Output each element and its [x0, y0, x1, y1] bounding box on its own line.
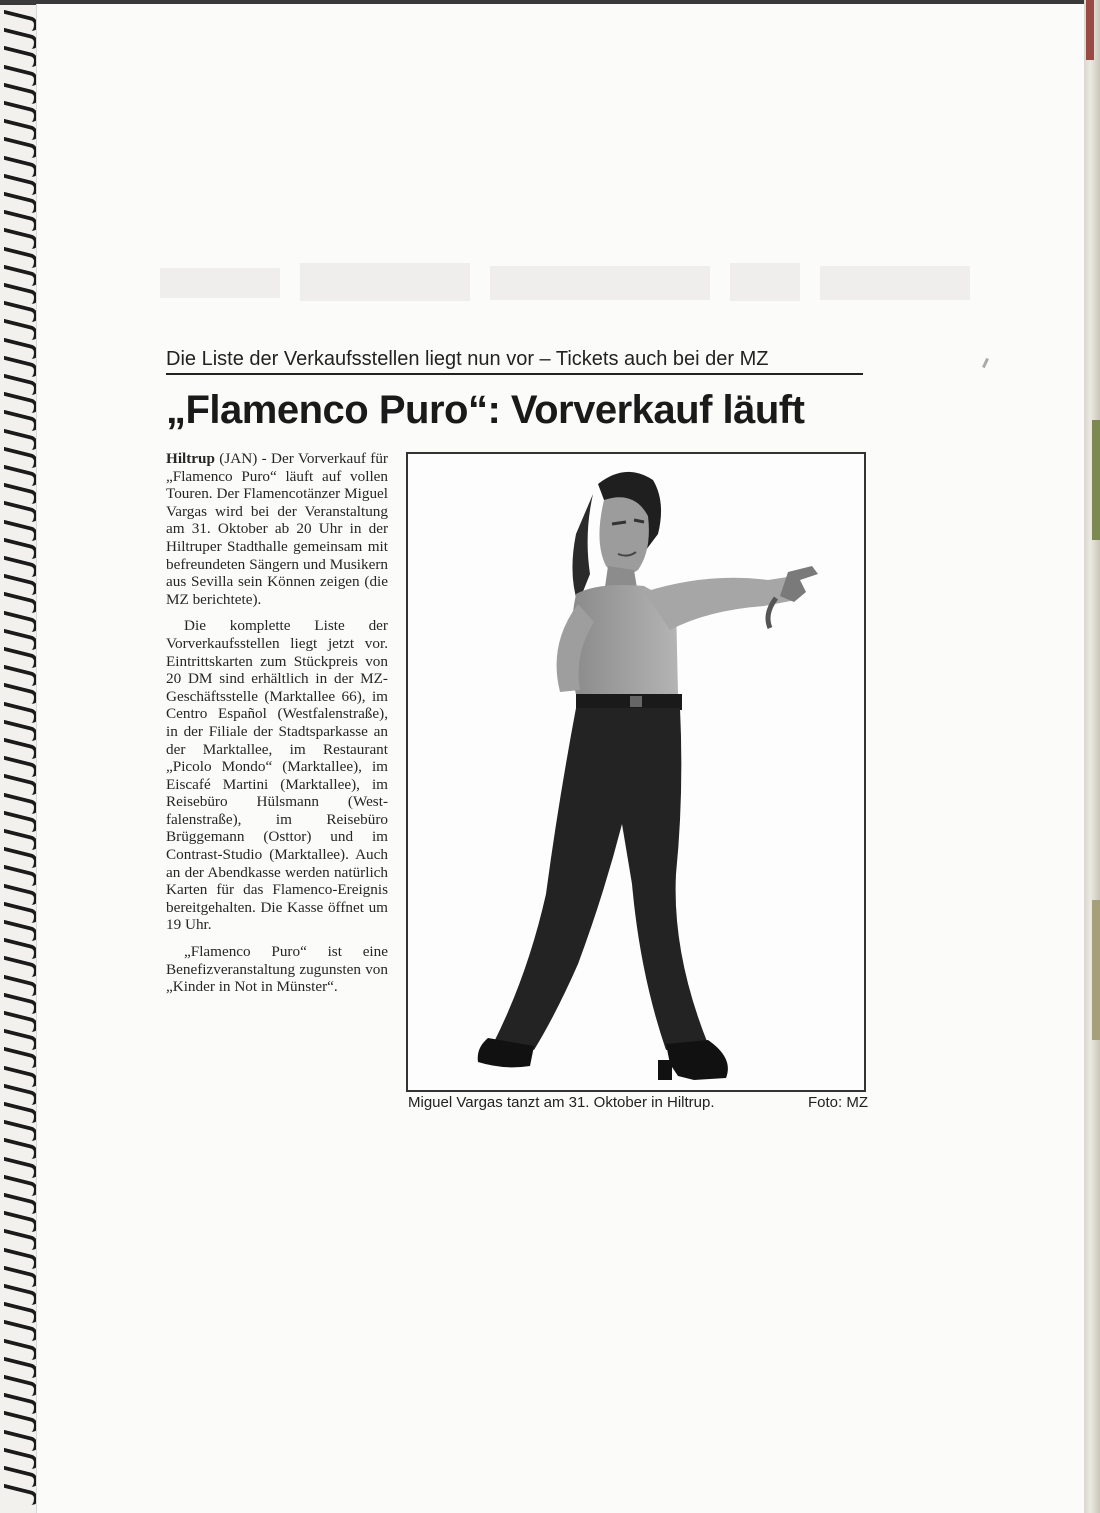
- article-body: [166, 450, 388, 1005]
- dancer-illustration: [408, 454, 864, 1090]
- edge-tab-red: [1086, 0, 1094, 60]
- paragraph-3: „Flamenco Puro“ ist eine Benefizveranstaltung zugunsten von „Kinder in Not in Münster“.: [166, 943, 388, 996]
- paragraph-1: [166, 450, 388, 608]
- paragraph-2: Die komplette Liste der Vorverkaufsstellen liegt jetzt vor. Eintrittskarten zum Stückpreis von 20 DM sind erhältlich in der MZ-Geschäftsstelle (Marktallee 66), im Centro Español (Westfalenstraße), in der Filiale der Stadtsparkasse an der Marktallee, im Restaurant „Picolo Mondo“ (Marktallee), im Eiscafé Martini (Marktallee), im Reisebüro Hülsmann (Westfalenstraße), im Reisebüro Brüggemann (Osttor) und im Contrast-Studio (Marktallee). Auch an der Abendkasse werden natürlich Karten für das Flamenco-Ereignis bereitgehalten. Die Kasse öffnet um 19 Uhr.: [166, 617, 388, 934]
- edge-tab-olive: [1092, 900, 1100, 1040]
- binding-ring: [4, 1484, 38, 1506]
- article-subhead: Die Liste der Verkaufsstellen liegt nun vor – Tickets auch bei der MZ: [166, 348, 863, 375]
- article-headline: „Flamenco Puro“: Vorverkauf läuft: [166, 388, 805, 432]
- caption-text: Miguel Vargas tanzt am 31. Oktober in Hiltrup.: [408, 1094, 715, 1111]
- photo-caption: [408, 1094, 868, 1111]
- page-stack-edge: [1084, 0, 1100, 1513]
- show-through-text: [160, 248, 980, 332]
- dateline-place: Hiltrup: [166, 450, 215, 467]
- paragraph-1-text: (JAN) - Der Vorverkauf für „Flamenco Puro“ läuft auf vollen Touren. Der Flamencotänzer Miguel Vargas wird bei der Veranstaltung am 31. Oktober ab 20 Uhr in der Hiltruper Stadthalle gemeinsam mit befreundeten Sängern und Musikern aus Sevilla sein Können zeigen (die MZ berichtete).: [166, 450, 388, 608]
- spiral-binding: [0, 14, 40, 1513]
- photo-credit: Foto: MZ: [807, 1094, 868, 1111]
- edge-tab-green: [1092, 420, 1100, 540]
- dancer-photo: [406, 452, 866, 1092]
